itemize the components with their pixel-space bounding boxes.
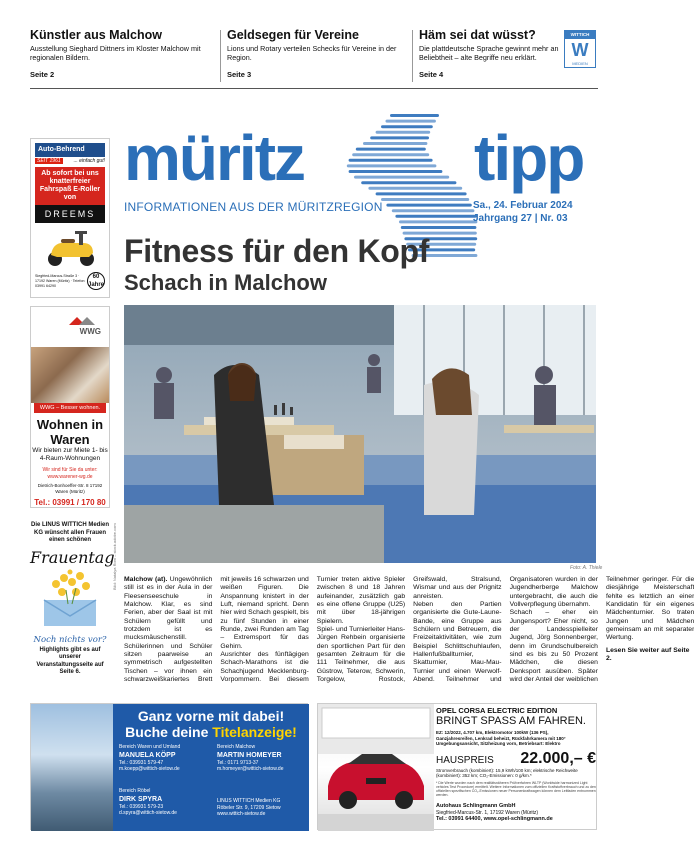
contact-card: [217, 798, 281, 818]
contact-card: [217, 744, 284, 773]
contact-phone: Tel.: 039931 579-23: [119, 803, 164, 810]
article-text: Ungewöhnlich still ist es in der Aula in der Fleesenseeschule in Malchow. Klar, es sind Ferien, aber der Saal ist mit Schülern gefüllt und trotzdem ist es mucksmäuschenstill. Schülerinnen und Schüler sitzen paarweise an symmetrisch aufgestellten Tischen – vor ihnen ein schwarzweißkariertes Brett mit jeweils 16 schwarzen und weißen Figuren. Die Anspannung knistert in der Luft, niemand spricht. Denn hier wird Schach gespielt, bis zu fünf Stunden in einer Runde, zwei Runden am Tag – Extremsport für das Gehirn.: [124, 576, 309, 684]
article-paragraph: Spiel- und Turnierleiter Hans-Jürgen Rehbein organisierte den sportlichen Part für den gesamten Zeitraum für die 111 Teilnehmer, die aus Güstrow, Teterow, Schwerin, Torgelow, Rostock, Greifswald, Stralsund, Wismar und aus der Prignitz anreisten.: [316, 576, 502, 684]
contact-email[interactable]: m.homeyer@wittich-sietow.de: [217, 766, 284, 772]
lake-stripe: [370, 136, 429, 139]
dealer-contact[interactable]: Tel.: 03991 64400, www.opel-schlingmann.de: [436, 816, 553, 822]
wwg-roof-icon: [65, 313, 101, 327]
lake-stripe: [363, 142, 427, 145]
lake-stripe: [399, 220, 477, 223]
price-row: [436, 750, 596, 768]
lake-stripe: [392, 209, 475, 212]
teaser-title: Häm sei dat wüsst?: [419, 28, 536, 42]
ad-brand: [35, 143, 105, 157]
contact-area: Bereich Röbel: [119, 788, 151, 794]
contact-address: Röbeler Str. 9, 17209 Sietow: [217, 804, 281, 811]
price-label: HAUSPREIS: [436, 754, 494, 766]
teaser-page: Seite 3: [227, 70, 252, 79]
lake-stripe: [352, 153, 429, 156]
logo-mark: W: [571, 40, 589, 60]
contact-name: MARTIN HOMEYER: [217, 751, 282, 759]
lake-stripe: [354, 176, 449, 179]
issue-number: Jahrgang 27 | Nr. 03: [473, 213, 568, 224]
teaser-bar: [30, 28, 600, 83]
consumption: Stromverbrauch (kombiniert): 15,9 kWh/100 km; elektrische Reichweite (kombiniert): 352 km; CO₂-Emissionen: 0 g/km.*: [436, 767, 578, 778]
car-illustration: [318, 704, 434, 831]
contact-area: LINUS WITTICH Medien KG: [217, 798, 281, 804]
ad-sub-prefix: Buche deine: [125, 724, 209, 740]
ad-info: [436, 706, 596, 797]
lake-stripe: [376, 131, 431, 134]
divider: [220, 30, 221, 82]
logo-bottom: MEDIEN: [572, 61, 588, 66]
article-paragraph: Ausrichter des fünftägigen Schach-Marathons ist die Schachjugend Mecklenburg-Vorpommern. Bei diesem Turnier treten aktive Spieler zwischen 8 und 18 Jahren aufeinander, zusätzlich gab es eine offene Gruppe (U25) mit über 18-jährigen Spielern.: [220, 576, 406, 684]
lake-stripe: [401, 226, 477, 229]
since-badge: SEIT 1961: [37, 158, 61, 164]
lake-stripe: [349, 170, 443, 173]
image-credit: Bild: Natalya Rom – stock.adobe.com: [112, 523, 117, 590]
ad-text: Highlights gibt es auf unserer Veranstaltungsseite auf Seite 6.: [36, 646, 104, 675]
ad-headline: Wohnen in Waren: [36, 417, 104, 447]
lake-stripe: [356, 148, 426, 151]
read-more-link[interactable]: Lesen Sie weiter auf Seite 2.: [605, 646, 690, 663]
masthead-title-right: tipp: [474, 122, 584, 194]
teaser-text: Die plattdeutsche Sprache gewinnt mehr an Beliebtheit – alte Begriffe neu erklärt.: [419, 44, 559, 62]
brand-name: Auto-Behrend: [38, 146, 85, 153]
flowers-envelope-image: [36, 570, 104, 628]
ad-auto-behrend[interactable]: [30, 138, 110, 298]
teaser-text: Lions und Rotary verteilen Schecks für Vereine in der Region.: [227, 44, 397, 62]
lake-stripe: [386, 120, 436, 123]
teaser-1[interactable]: [30, 28, 210, 79]
main-subheadline: Schach in Malchow: [124, 270, 327, 295]
article-paragraph: Schach – eher ein Jungensport? Eher nicht, so der Landesspielleiter Jugend, Jörg Sonnenberger, denn im Grundschulbereich sind es bis zu 50 Prozent Mädchen, die diesen Denksport ausüben. Später wird der Anteil der weiblichen Teilnehmer geringer. Für die diesjährige Meisterschaft fehlte es letztlich an einer Kandidatin für ein eigenes Mädchenturnier. So traten Jungen und Mädchen gemeinsam an mit separater Wertung.: [509, 576, 694, 684]
dealer-name: Autohaus Schlingmann GmbH: [436, 803, 516, 809]
ad-titelanzeige[interactable]: [30, 703, 308, 830]
ad-opel[interactable]: [317, 703, 597, 830]
lake-stripe: [376, 192, 467, 195]
contact-card: [119, 744, 180, 773]
wittich-logo: [564, 30, 596, 68]
contact-name: DIRK SPYRA: [119, 795, 163, 803]
main-headline: Fitness für den Kopf: [124, 233, 430, 269]
article-lead: Malchow (at).: [124, 576, 168, 583]
car-model: OPEL CORSA ELECTRIC EDITION: [436, 706, 558, 715]
teaser-3[interactable]: [419, 28, 559, 79]
teaser-title: Geldsegen für Vereine: [227, 28, 359, 42]
dreems-logo: DREEMS: [35, 205, 105, 223]
price-value: 22.000,– €: [520, 749, 596, 767]
teaser-title: Künstler aus Malchow: [30, 28, 162, 42]
contact-email[interactable]: m.koepp@wittich-sietow.de: [119, 766, 180, 772]
ad-script-title: Frauentag: [30, 547, 115, 567]
divider: [30, 88, 598, 89]
contact-name: MANUELA KÖPP: [119, 751, 176, 759]
contact-area: Bereich Waren und Umland: [119, 744, 181, 750]
teaser-page: Seite 4: [419, 70, 444, 79]
article-body: [124, 576, 694, 688]
lake-stripe: [390, 114, 439, 117]
lake-stripe: [395, 215, 476, 218]
divider: [412, 30, 413, 82]
dealer-address: Siegfried-Marcus-Str. 1, 17192 Waren (Müritz): [436, 809, 539, 816]
contact-website[interactable]: www.wittich-sietow.de: [217, 811, 266, 817]
masthead-subtitle: INFORMATIONEN AUS DER MÜRITZREGION: [124, 200, 383, 214]
wwg-brand: WWG: [79, 327, 101, 336]
ad-headline: Ganz vorne mit dabei!: [137, 708, 285, 724]
ad-tagline: ... einfach gut!: [73, 158, 105, 164]
teaser-text: Ausstellung Sieghard Dittners im Kloster Malchow mit regionalen Bildern.: [30, 44, 201, 62]
lake-stripe: [368, 187, 462, 190]
ad-sub-highlight: Titelanzeige!: [212, 724, 297, 740]
lake-stripe: [386, 204, 471, 207]
lake-stripe: [349, 159, 433, 162]
article-paragraph: Neben den Partien organisierte die Gute-Laune-Bande, eine Gruppe aus Schülern und Betreuern, die Freizeitaktivitäten, wie zum Beispiel Schlittschuhlaufen, Hallenfußballturnier, Skatturnier, Mau-Mau-Turnier und einen Werwolf-Abend. Teilnehmer und Organisatoren wurden in der Jugendherberge Malchow untergebracht, die auch die Vollverpflegung übernahm.: [413, 576, 598, 684]
anniversary-badge: 60 Jahre: [88, 274, 105, 288]
ad-address: Dietrich-Bonhoeffer-Str. 8 17192 Waren (Müritz): [37, 483, 103, 494]
logo-top: WITTICH: [565, 31, 595, 39]
ad-question: Noch nichts vor?: [33, 634, 107, 645]
lake-stripe: [361, 181, 456, 184]
family-photo: [31, 347, 109, 403]
ad-banner: Ab sofort bei uns knatterfreier Fahrspaß E-Roller von: [35, 167, 105, 205]
fine-print: * Die Werte wurden nach dem realitätsnäheren Prüfverfahren WLTP (Worldwide harmonized Light vehicles Test Procedure) ermittelt. Weitere Informationen zum offiziellen Kraftstoffverbrauch und zu den offiziellen spezifischen CO₂-Emissionen neuer Personenkraftwagen können dem Leitfaden entnommen werden.: [436, 780, 596, 798]
photo-credit: Foto: A. Thiele: [570, 565, 603, 571]
dealer-info: [436, 803, 596, 823]
masthead-title-left: müritz: [124, 122, 304, 194]
contact-card: [119, 788, 177, 817]
lake-stripe: [381, 198, 469, 201]
ad-subheadline: [113, 724, 309, 740]
contact-email[interactable]: d.spyra@wittich-sietow.de: [119, 810, 177, 816]
scooter-image: [43, 227, 99, 267]
masthead-date: [473, 199, 573, 225]
ad-titelanzeige-panel: [113, 704, 309, 831]
ad-website: Wir sind für Sie da unter: www.warener-wg.de: [42, 467, 98, 480]
issue-date: Sa., 24. Februar 2024: [473, 200, 573, 211]
teaser-2[interactable]: [227, 28, 407, 79]
ad-phone: Tel.: 03991 / 170 80: [34, 498, 106, 507]
ad-wwg[interactable]: [30, 306, 110, 508]
car-specs: EZ: 12/2022, 4.707 km, Elektromotor 100kW (136 PS), Ganzjahresreifen, Lenkrad beheizt, Rückfahrkamera mit 180° Umgebungsansicht, Sitzheizung vorn, Betriebsart: Elektro: [436, 730, 566, 746]
chess-tournament-photo: [124, 305, 596, 563]
ad-subline: Wir bieten zur Miete 1- bis 4-Raum-Wohnungen: [32, 447, 108, 462]
lake-stripe: [381, 125, 433, 128]
contact-area: Bereich Malchow: [217, 744, 256, 750]
ad-intro: Die LINUS WITTICH Medien KG wünscht allen Frauen einen schönen: [31, 522, 109, 543]
ad-slogan: WWG – Besser wohnen.: [34, 403, 106, 413]
teaser-page: Seite 2: [30, 70, 55, 79]
photo-illustration: [124, 305, 596, 563]
ad-tagline-row: [35, 158, 105, 164]
contact-phone: Tel.: 0171 9713-37: [217, 759, 259, 766]
wwg-logo: [31, 307, 109, 347]
office-photo: [31, 704, 113, 831]
ad-address: Siegfried-Marcus-Straße 3 · 17192 Waren (Müritz) · Telefon: 03991 64290: [35, 274, 86, 288]
lake-stripe: [347, 164, 437, 167]
car-slogan: BRINGT SPASS AM FAHREN.: [436, 715, 586, 727]
car-image: [318, 704, 434, 831]
contact-phone: Tel.: 039931 579-47: [119, 759, 164, 766]
